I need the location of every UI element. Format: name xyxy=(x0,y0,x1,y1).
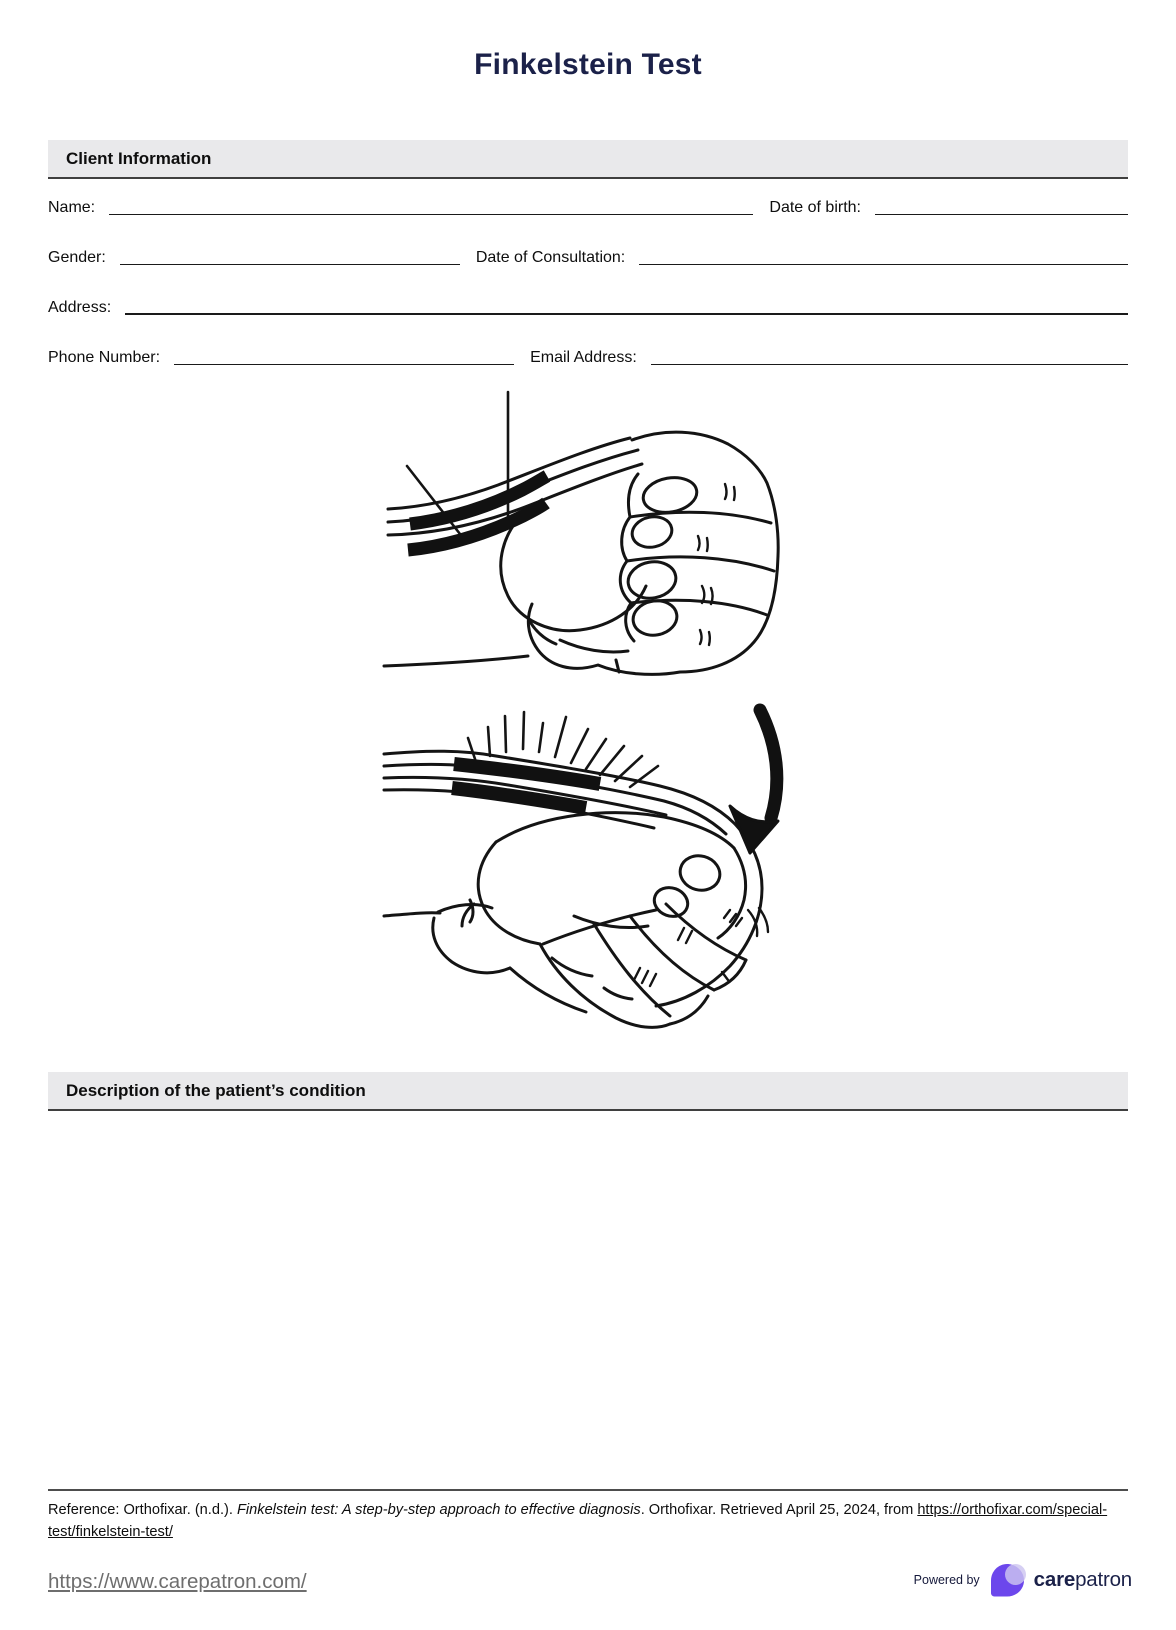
fist-illustration xyxy=(380,378,790,678)
dob-label: Date of birth: xyxy=(769,199,861,216)
phone-label: Phone Number: xyxy=(48,349,161,366)
address-label: Address: xyxy=(48,299,112,316)
footer-divider xyxy=(48,1489,1128,1491)
phone-field-line[interactable] xyxy=(174,347,514,365)
reference-link[interactable]: https://orthofixar.com/special-test/finkelstein-test/ xyxy=(48,1502,1108,1540)
address-field-line[interactable] xyxy=(125,297,1128,315)
name-field-line[interactable] xyxy=(109,197,753,215)
section-heading-text: Description of the patient’s condition xyxy=(66,1080,366,1100)
powered-by-label: Powered by xyxy=(913,1573,980,1587)
description-writing-area[interactable] xyxy=(48,1113,1128,1485)
deviation-arrow-icon xyxy=(730,710,778,853)
name-label: Name: xyxy=(48,199,96,216)
dob-field-line[interactable] xyxy=(875,197,1128,215)
section-heading-text: Client Information xyxy=(66,148,212,168)
reference-title-italic: Finkelstein test: A step-by-step approach to effective diagnosis xyxy=(237,1502,641,1518)
consultation-date-field-line[interactable] xyxy=(639,247,1128,265)
carepatron-logo-icon xyxy=(988,1562,1026,1598)
form-row-phone-email xyxy=(48,344,1128,368)
section-header-description xyxy=(48,1072,1128,1111)
form-row-gender-consultation xyxy=(48,244,1128,268)
powered-by-carepatron xyxy=(914,1560,1132,1600)
gender-label: Gender: xyxy=(48,249,106,266)
email-field-line[interactable] xyxy=(651,347,1128,365)
carepatron-site-link[interactable]: https://www.carepatron.com/ xyxy=(48,1570,307,1593)
page-title: Finkelstein Test xyxy=(474,48,702,81)
tendon-highlight-bands xyxy=(408,476,547,550)
reference-citation: Reference: Orthofixar. (n.d.). Finkelstein test: A step-by-step approach to effective diagnosis. Orthofixar. Retrieved April 25, 2024, from https://orthofixar.com/special-test/finkelstein-test/ xyxy=(48,1502,1108,1540)
form-row-address xyxy=(48,294,1128,318)
form-row-name-dob xyxy=(48,194,1128,218)
carepatron-wordmark: carepatron xyxy=(1033,1568,1132,1591)
consultation-date-label: Date of Consultation: xyxy=(475,249,626,266)
ulnar-deviation-illustration xyxy=(378,672,798,1032)
gender-field-line[interactable] xyxy=(120,247,460,265)
email-label: Email Address: xyxy=(530,349,637,366)
section-header-client-information xyxy=(48,140,1128,179)
